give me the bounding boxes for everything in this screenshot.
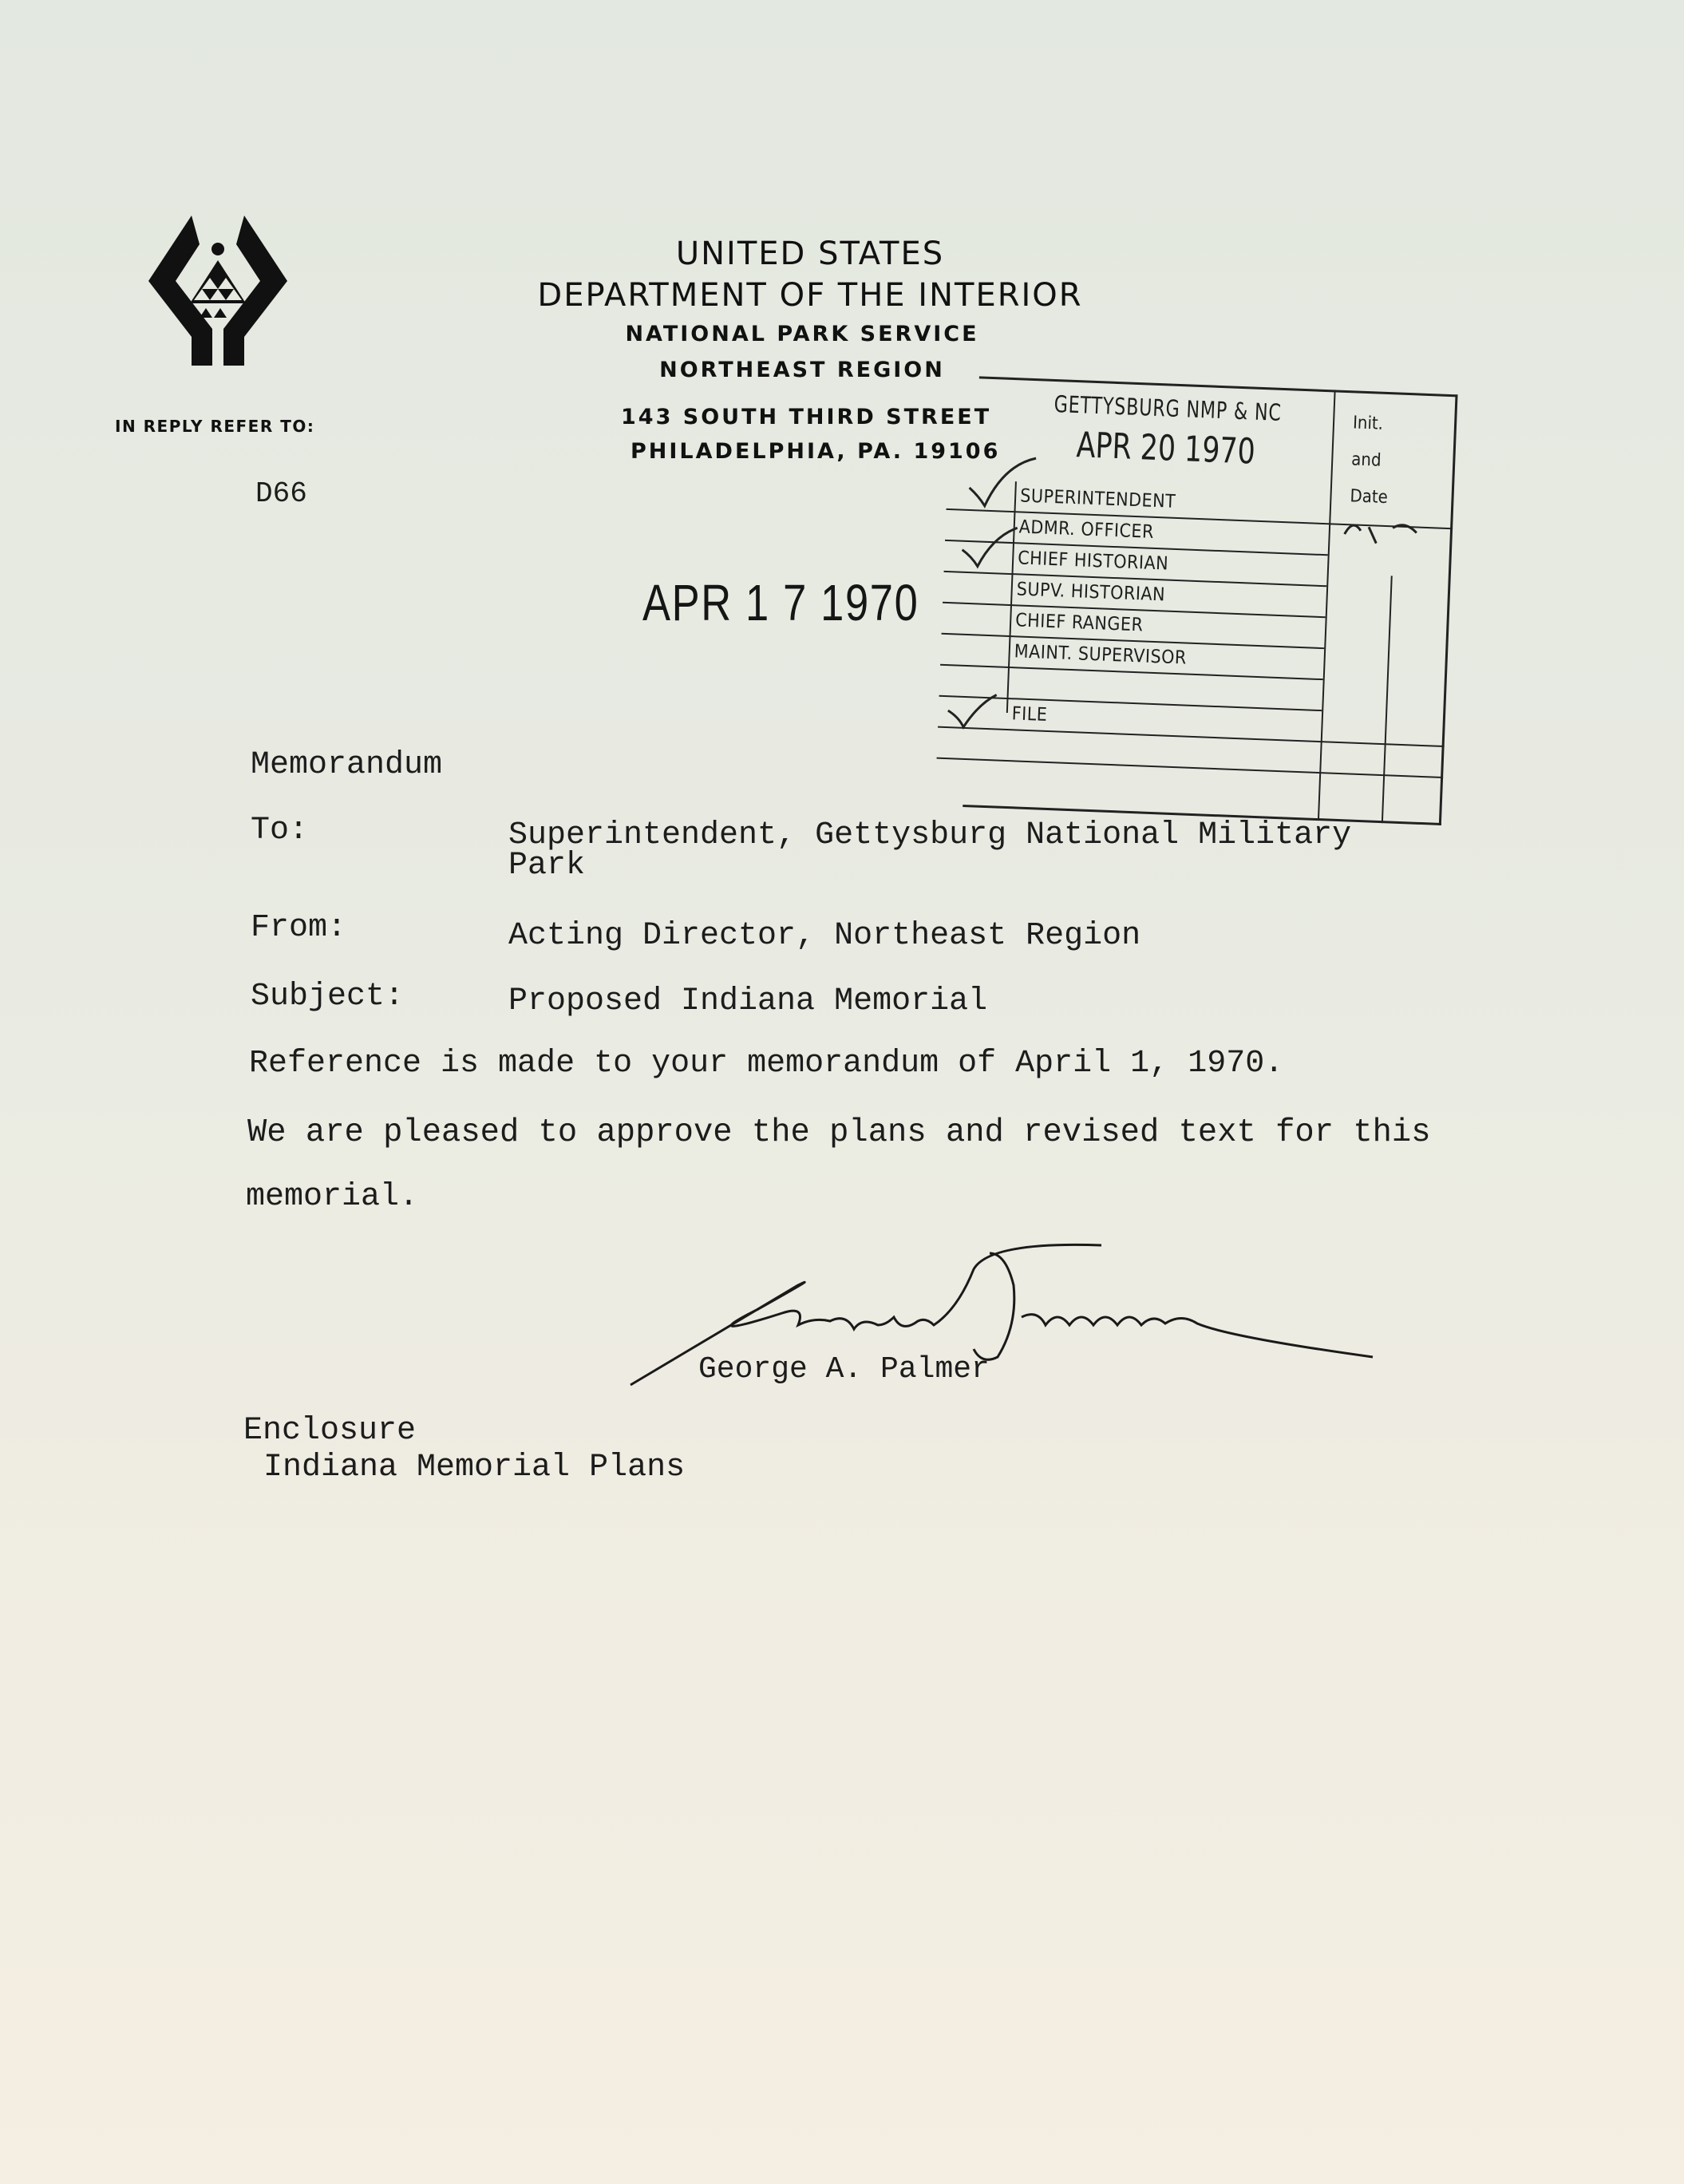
subject-label: Subject: [251,979,405,1015]
body-paragraph-2-line1: We are pleased to approve the plans and revised text for this [247,1114,1431,1151]
routing-row-label: SUPV. HISTORIAN [1016,579,1166,606]
from-value: Acting Director, Northeast Region [508,918,1141,954]
routing-row-label: ADMR. OFFICER [1018,516,1155,543]
subject-value: Proposed Indiana Memorial [508,983,988,1019]
letterhead-agency: NATIONAL PARK SERVICE [625,322,979,346]
body-paragraph-1: Reference is made to your memorandum of April 1, 1970. [249,1046,1284,1082]
routing-row-label: SUPERINTENDENT [1019,485,1176,512]
to-value-line1: Superintendent, Gettysburg National Military [508,817,1352,853]
signer-name: George A. Palmer [698,1352,990,1387]
letterhead-region: NORTHEAST REGION [659,358,945,382]
initials-header-line: Date [1350,486,1389,508]
letterhead-country: UNITED STATES [675,235,945,272]
letterhead-city: PHILADELPHIA, PA. 19106 [631,439,1001,464]
memo-type: Memorandum [251,747,443,783]
to-value-line2: Park [508,848,586,884]
routing-row-label: MAINT. SUPERVISOR [1014,641,1188,669]
routing-stamp-date: APR 20 1970 [1075,425,1256,473]
letterhead-department: DEPARTMENT OF THE INTERIOR [537,277,1083,314]
routing-checkmarks [935,375,1461,825]
routing-stamp-title: GETTYSBURG NMP & NC [1053,390,1283,426]
enclosure-item: Indiana Memorial Plans [263,1450,686,1486]
initials-header-line: and [1350,449,1382,471]
initials-header-line: Init. [1352,413,1384,434]
to-label: To: [251,813,309,849]
enclosure-label: Enclosure [243,1413,417,1449]
received-date-stamp: APR 1 7 1970 [642,574,919,631]
reply-refer-label: IN REPLY REFER TO: [115,417,315,436]
body-paragraph-2-line2: memorial. [246,1179,419,1215]
routing-row-label: FILE [1011,703,1048,726]
routing-row-label: CHIEF HISTORIAN [1017,548,1169,575]
reply-refer-code: D66 [255,477,307,510]
routing-row-label: CHIEF RANGER [1014,610,1144,636]
letterhead [447,235,1173,390]
routing-stamp [935,375,1461,825]
department-emblem [142,209,294,369]
letterhead-street: 143 SOUTH THIRD STREET [621,405,992,429]
from-label: From: [251,910,347,946]
